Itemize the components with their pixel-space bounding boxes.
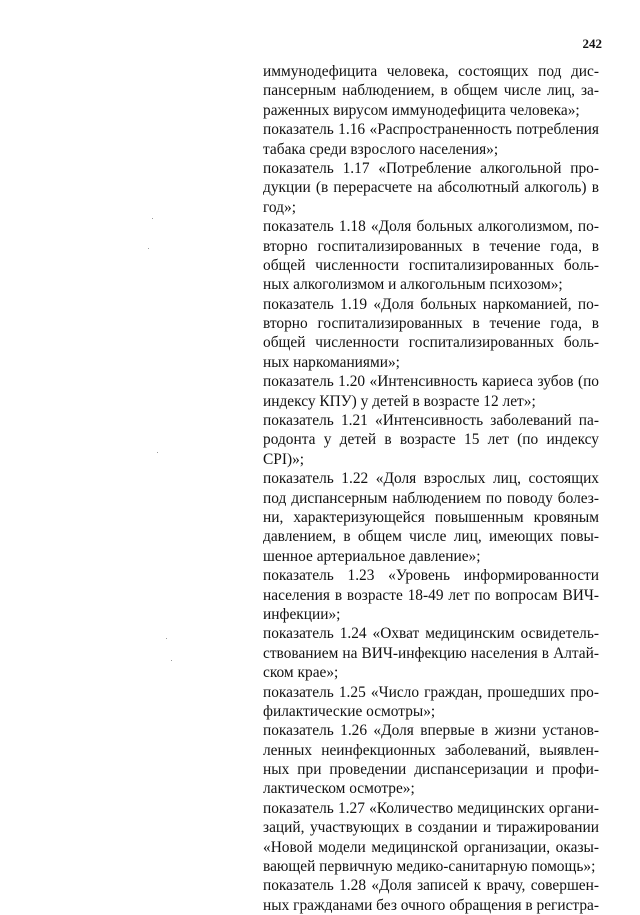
text-line: показатель 1.28 «Доля записей к врачу, совершен- bbox=[263, 877, 599, 895]
text-line: ствованием на ВИЧ-инфекцию населения в Алтай- bbox=[263, 644, 599, 662]
text-line: вторно госпитализированных в течение года, в bbox=[263, 237, 599, 255]
text-line: ни, характеризующейся повышенным кровяным bbox=[263, 508, 599, 526]
text-line: вающей первичную медико-санитарную помощь»; bbox=[263, 858, 596, 876]
text-line: показатель 1.17 «Потребление алкогольной про- bbox=[263, 159, 599, 177]
text-line: показатель 1.18 «Доля больных алкоголизмом, по- bbox=[263, 218, 599, 236]
text-line: показатель 1.27 «Количество медицинских органи- bbox=[263, 799, 599, 817]
text-line: вторно госпитализированных в течение года, в bbox=[263, 315, 599, 333]
paragraph bbox=[263, 62, 599, 120]
text-line: «Новой модели медицинской организации, оказы- bbox=[263, 838, 599, 856]
text-line: год»; bbox=[263, 198, 296, 216]
text-line: шенное артериальное давление»; bbox=[263, 547, 481, 565]
text-line: показатель 1.16 «Распространенность потребления bbox=[263, 121, 599, 139]
paragraph bbox=[263, 120, 599, 159]
text-line: заций, участвующих в создании и тиражировании bbox=[263, 819, 599, 837]
scan-speck bbox=[171, 660, 172, 661]
paragraph bbox=[263, 372, 599, 411]
body-text bbox=[263, 62, 599, 915]
scan-speck bbox=[148, 248, 149, 249]
text-line: ленных неинфекционных заболеваний, выявлен- bbox=[263, 741, 599, 759]
text-line: иммунодефицита человека, состоящих под дис- bbox=[263, 63, 599, 80]
text-line: филактические осмотры»; bbox=[263, 702, 436, 720]
scan-speck bbox=[157, 452, 158, 453]
text-line: инфекции»; bbox=[263, 605, 341, 623]
paragraph bbox=[263, 876, 599, 915]
paragraph bbox=[263, 159, 599, 217]
paragraph bbox=[263, 683, 599, 722]
paragraph bbox=[263, 217, 599, 295]
text-line: показатель 1.21 «Интенсивность заболеваний па- bbox=[263, 412, 599, 430]
paragraph bbox=[263, 566, 599, 624]
text-line: показатель 1.25 «Число граждан, прошедших про- bbox=[263, 683, 599, 701]
paragraph bbox=[263, 469, 599, 566]
text-line: дукции (в перерасчете на абсолютный алкоголь) в bbox=[263, 179, 599, 197]
text-line: ных гражданами без очного обращения в регистра- bbox=[263, 896, 599, 914]
text-line: показатель 1.24 «Охват медицинским освидетель- bbox=[263, 625, 599, 643]
text-line: CPI)»; bbox=[263, 450, 305, 468]
text-line: общей численности госпитализированных боль- bbox=[263, 256, 599, 274]
text-line: под диспансерным наблюдением по поводу болез- bbox=[263, 489, 599, 507]
paragraph bbox=[263, 799, 599, 877]
text-line: общей численности госпитализированных боль- bbox=[263, 334, 599, 352]
text-line: показатель 1.23 «Уровень информированности bbox=[263, 567, 599, 585]
scan-speck bbox=[152, 218, 153, 219]
paragraph bbox=[263, 721, 599, 799]
text-line: показатель 1.19 «Доля больных наркоманией, по- bbox=[263, 295, 599, 313]
text-line: показатель 1.26 «Доля впервые в жизни установ- bbox=[263, 722, 599, 740]
text-line: населения в возрасте 18-49 лет по вопросам ВИЧ- bbox=[263, 586, 599, 604]
text-line: ных алкоголизмом и алкогольным психозом»; bbox=[263, 276, 563, 294]
paragraph bbox=[263, 624, 599, 682]
text-line: лактическом осмотре»; bbox=[263, 780, 415, 798]
text-line: индексу КПУ) у детей в возрасте 12 лет»; bbox=[263, 392, 536, 410]
text-line: показатель 1.20 «Интенсивность кариеса зубов (по bbox=[263, 373, 599, 391]
text-line: ных наркоманиями»; bbox=[263, 353, 400, 371]
text-line: пансерным наблюдением, в общем числе лиц, за- bbox=[263, 82, 599, 100]
text-line: давлением, в общем числе лиц, имеющих повы- bbox=[263, 528, 599, 546]
page-number: 242 bbox=[582, 36, 602, 51]
scan-speck bbox=[166, 638, 167, 639]
text-line: табака среди взрослого населения»; bbox=[263, 140, 499, 158]
text-line: родонта у детей в возрасте 15 лет (по индексу bbox=[263, 431, 599, 449]
text-line: показатель 1.22 «Доля взрослых лиц, состоящих bbox=[263, 470, 599, 488]
text-line: раженных вирусом иммунодефицита человека»; bbox=[263, 101, 580, 119]
text-line: ных при проведении диспансеризации и профи- bbox=[263, 761, 599, 779]
text-line: ском крае»; bbox=[263, 664, 339, 682]
paragraph bbox=[263, 411, 599, 469]
paragraph bbox=[263, 295, 599, 373]
